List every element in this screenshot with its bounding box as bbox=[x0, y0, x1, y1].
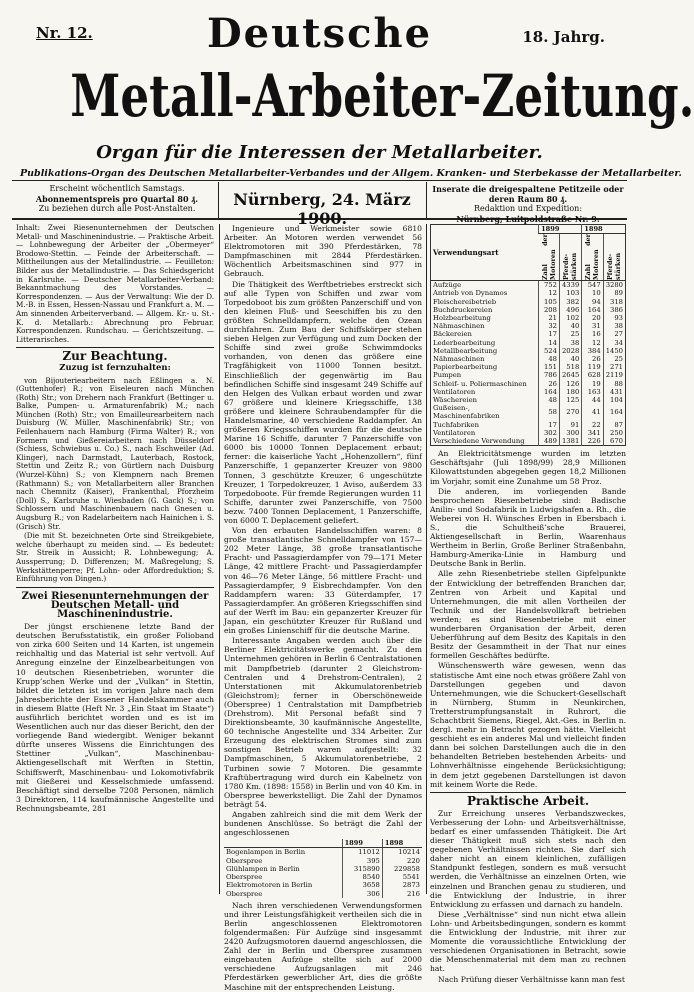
table-cell: 16 bbox=[582, 330, 603, 338]
publisher-line: Publikations-Organ des Deutschen Metallarbeiter-Verbandes und der Allgem. Kranken- und Sterbekasse der Metallarbeiter. bbox=[20, 168, 682, 179]
table-cell: 151 bbox=[539, 363, 560, 371]
table-cell: 38 bbox=[559, 339, 581, 347]
table-cell: 105 bbox=[539, 298, 560, 306]
article-paragraph: Die Thätigkeit des Werftbetriebes erstreckt sich auf alle Typen von Schiffen und zwar vom Torpedoboot bis zum größten Panzerschiff und von den kleinen Fluß- und Seeschiffen bis zu den größten Schnelldampfern, welche den Ozean durchfahren. Zum Bau der Schiffskörper stehen sieben Helgen zur Verfügung und zum Docken der Schiffe sind zwei große Schwimmdocks vorhanden, von denen das größere eine Tragfähigkeit von 11000 Tonnen besitzt. Einschließlich der gegenwärtig im Bau befindlichen Schiffe sind insgesamt 249 Schiffe auf den Helgen des Vulkan erbaut worden und zwar 67 größere und kleinere Kriegsschiffe, 138 größere und kleinere Schraubendampfer für die Handelsmarine, 40 verschiedene Raddampfer. An größeren Kriegsschiffen wurden für die deutsche Marine 16 Schiffe, darunter 7 Panzerschiffe von 6000 bis 10000 Tonnen Deplacement erbaut; ferner: die kaiserliche Yacht „Hohenzollern“, fünf Panzerschiffe, 1 gepanzerter Kreuzer von 9800 Tonnen, 3 geschützte Kreuzer, 6 ungeschützte Kreuzer, 1 Torpedokreuzer, 1 Aviso, außerdem 33 Torpedoboote. Für fremde Regierungen wurden 11 Schiffe, darunter zwei Panzerschiffe, von 7500 bezw. 7400 Tonnen Deplacement, 1 Panzerschiffe, von 6000 T. Deplacement geliefert. bbox=[224, 279, 422, 525]
table-cell: 93 bbox=[603, 314, 625, 322]
table-cell: Oberspree bbox=[226, 889, 263, 898]
article-paragraph: Nach ihren verschiedenen Verwendungsformen und ihrer Leistungsfähigkeit vertheilen sich die in Berlin angeschlossenen Elektromotoren folgendermaßen: Für Aufzüge sind insgesammt 2420 Aufzugsmotoren dauernd angeschlossen, die Zahl der in Berlin und Oberspree zusammen eingebauten Aufzüge stellte sich auf 2000 verschiedene Aufzugsanlagen mit 246 Pferdestärken gewerblicher Art, dies die größte Maschine mit der entsprechenden Leistung. bbox=[224, 900, 422, 992]
table-header: 1898 bbox=[582, 225, 626, 234]
table-cell: 38 bbox=[603, 322, 625, 330]
table-cell: 41 bbox=[582, 404, 603, 420]
motor-table-body bbox=[431, 281, 626, 446]
column-left bbox=[16, 224, 214, 894]
table-cell: 4339 bbox=[559, 281, 581, 290]
issue-date: Nürnberg, 24. März 1900. bbox=[233, 190, 411, 228]
table-cell: 103 bbox=[559, 289, 581, 297]
table-cell: 226 bbox=[582, 437, 603, 446]
table-row bbox=[431, 306, 626, 314]
table-cell: 341 bbox=[582, 429, 603, 437]
distribution-note: Zu beziehen durch alle Post-Anstalten. bbox=[38, 204, 196, 213]
table-cell: 431 bbox=[603, 388, 625, 396]
table-cell: Nähmaschinen bbox=[433, 355, 485, 364]
article-paragraph: Zur Erreichung unseres Verbandszweckes, Verbesserung der Lohn- und Arbeitsverhältnisse, bedarf es einer umfassenden Thätigkeit. Die Art dieser Thätigkeit muß sich stets nach den gegebenen Verhältnissen richten. Sie darf sich daher nicht an einem kleinlichen, zufälligen Standpunkt festlegen, sondern es muß versucht werden, die Verhältnisse an einzelnen Orten, wie einzelnen und Branchen genau zu studieren, und die Entwicklung der Industrie, in ihrer Entwicklung zu erfassen und darnach zu handeln. bbox=[430, 808, 626, 909]
column-divider-2 bbox=[426, 224, 427, 894]
table-cell: 119 bbox=[582, 363, 603, 371]
table-cell: Schleif- u. Poliermaschinen bbox=[433, 379, 527, 388]
table-cell: 88 bbox=[603, 380, 625, 388]
table-cell: 40 bbox=[559, 322, 581, 330]
subscription-price: Abonnementspreis pro Quartal 80 ₰. bbox=[35, 194, 199, 204]
table-row bbox=[431, 314, 626, 322]
table-row bbox=[431, 388, 626, 396]
info-divider-left bbox=[218, 182, 219, 218]
table-cell: Papierbearbeitung bbox=[433, 363, 498, 372]
table-cell: 25 bbox=[559, 330, 581, 338]
table-row bbox=[431, 404, 626, 420]
motor-usage-table bbox=[430, 224, 626, 446]
table-cell: 102 bbox=[559, 314, 581, 322]
table-cell: 395 bbox=[342, 857, 382, 865]
connections-table bbox=[224, 839, 422, 897]
notice-legend: (Die mit St. bezeichneten Orte sind Streikgebiete, welche überhaupt zu meiden sind. — Es bedeutet: Str. Streik in Aussicht; R. Lohnbewegung; A. Aussperrung; D. Differenzen; M. Maßregelung; S. Werkstättenperre; Pf. Lohn- oder Affordreduktion; S. Einführung von Dingen.) bbox=[16, 531, 214, 584]
table-cell: 163 bbox=[582, 388, 603, 396]
table-cell: 12 bbox=[539, 289, 560, 297]
table-cell: 2028 bbox=[559, 347, 581, 355]
table-header bbox=[539, 234, 560, 281]
article-paragraph: Interessante Angaben werden auch über die Berliner Elektricitätswerke gemacht. Zu dem Unternehmen gehören in Berlin 6 Centralstationen mit Dampfbetrieb (darunter 2 Gleichstrom-Centralen und 4 Drehstrom-Centralen), 2 Unterstationen mit Akkumulatorenbetrieb (Gleichstrom); ferner in Oberschöneweide (Oberspree) 1 Centralstation mit Dampfbetrieb (Drehstrom). Mit Personal befaßt sind 7 Direktionsbeamte, 30 kaufmännische Angestellte, 60 technische Angestellte und 334 Arbeiter. Zur Erzeugung des elektrischen Stromes sind zum sonstigen Betrieb waren aufgestellt: 32 Dampfmaschinen, 5 Akkumulatorenbetriebe, 2 Turbinen sowie 7 Motoren. Die gesammte Kraftübertragung wird durch ein Kabelnetz von 1780 Km. (1898: 1558) in Berlin und von 40 Km. in Oberspree bewerkstelligt. Die Zahl der Dynamos beträgt 54. bbox=[224, 636, 422, 809]
table-row bbox=[431, 380, 626, 388]
ad-rate: Inserate die dreigespaltene Petitzeile oder deren Raum 80 ₰. bbox=[432, 184, 624, 204]
table-row bbox=[431, 281, 626, 290]
table-cell: 17 bbox=[539, 421, 560, 429]
article-paragraph: Diese „Verhältnisse“ sind nun nicht etwa allein Lohn- und Arbeitsbedingungen, sondern es kommt die Entwicklung der Industrie, mit ihrer zur Momente die voraussichtliche Entwicklung der verschiedenen Organisationen in Betracht, sowie die Menschenmaterial mit dem man zu rechnen hat. bbox=[430, 909, 626, 974]
table-cell: 31 bbox=[582, 322, 603, 330]
table-cell: 14 bbox=[539, 339, 560, 347]
table-cell: 318 bbox=[603, 298, 625, 306]
advertising-info bbox=[432, 184, 624, 224]
newspaper-title: Metall-Arbeiter-Zeitung. bbox=[70, 62, 694, 130]
masthead-rule bbox=[12, 180, 627, 181]
table-cell: 27 bbox=[603, 330, 625, 338]
newspaper-subtitle: Organ für die Interessen der Metallarbeiter. bbox=[96, 142, 543, 163]
issue-number: Nr. 12. bbox=[36, 24, 93, 42]
table-cell: 250 bbox=[603, 429, 625, 437]
table-row bbox=[431, 371, 626, 379]
table-cell: Ventilatoren bbox=[433, 387, 476, 396]
table-cell: 11012 bbox=[342, 848, 382, 857]
table-row bbox=[431, 437, 626, 446]
table-cell: 48 bbox=[539, 396, 560, 404]
table-cell: Oberspree bbox=[226, 856, 263, 865]
table-row bbox=[224, 857, 422, 865]
table-cell: 518 bbox=[559, 363, 581, 371]
table-row bbox=[431, 322, 626, 330]
table-cell: Wäschereien bbox=[433, 396, 477, 405]
table-cell: Tuchfabriken bbox=[433, 420, 479, 429]
table-cell: 10214 bbox=[382, 848, 422, 857]
notice-heading: Zur Beachtung. bbox=[62, 349, 168, 364]
table-cell: Verschiedene Verwendung bbox=[433, 437, 525, 446]
masthead-kicker: Deutsche bbox=[206, 10, 433, 57]
table-cell: 8540 bbox=[342, 873, 382, 881]
table-cell: 22 bbox=[582, 421, 603, 429]
table-row bbox=[431, 298, 626, 306]
table-row bbox=[224, 873, 422, 881]
table-cell: 315890 bbox=[342, 865, 382, 873]
table-cell: 2645 bbox=[559, 371, 581, 379]
article-heading: Praktische Arbeit. bbox=[466, 793, 590, 808]
table-row bbox=[431, 396, 626, 404]
table-cell: Antrieb von Dynamos bbox=[433, 289, 508, 298]
table-header-label: Pferde-stärken bbox=[605, 253, 622, 281]
table-cell: Holzbearbeitung bbox=[433, 314, 491, 323]
table-header bbox=[559, 234, 581, 281]
subscription-info bbox=[18, 184, 216, 214]
table-header bbox=[582, 234, 603, 281]
table-cell: Pumpen bbox=[433, 371, 462, 380]
table-cell: 628 bbox=[582, 371, 603, 379]
table-row bbox=[224, 848, 422, 857]
table-cell: 670 bbox=[603, 437, 625, 446]
table-cell: 496 bbox=[559, 306, 581, 314]
table-cell: Metallbearbeitung bbox=[433, 346, 498, 355]
table-row bbox=[224, 890, 422, 898]
table-header: 1899 bbox=[342, 839, 382, 848]
editorial-office-label: Redaktion und Expedition: bbox=[473, 204, 583, 213]
table-cell: 752 bbox=[539, 281, 560, 290]
table-cell: 300 bbox=[559, 429, 581, 437]
table-cell: 48 bbox=[539, 355, 560, 363]
table-cell: Glühlampen in Berlin bbox=[226, 864, 300, 873]
article-body: Der jüngst erschienene letzte Band der deutschen Berufsstatistik, ein großer Folioband von zirka 600 Seiten und 14 Karten, ist ungemein reichhaltig und das Material ist sehr vertvoll. Auf Anregung einzelne der Einzelbearbeitungen von 10 deutschen Riesenbetrieben, worunter die Krupp’schen Werke und der „Vulkan“ in Stettin, bildet die letzten ist im vorigen Jahre nach dem Jahresberichte der Essener Handelskammer auch in diesem Blatte (Heft Nr. 3 „Ein Staat im Staate“) ausführlich berichtet worden und es ist im Wesentlichen auch nur das dieser Bericht, den der vorliegende Band wiedergibt. Weniger bekannt dürfte unseres Wissens die Einrichtungen des Stettiner „Vulkan“, Maschinenbau-Aktiengesellschaft mit Werften in Stettin, Schiffswerft, Maschinenbau- und Lokomotivfabrik mit Gießerei und Kesselschmiede umfassend. Beschäftigt sind derselbe 7208 Personen, nämlich 3 Direktoren, 114 kaufmännische Angestellte und Rechnungsbeamte, 281 bbox=[16, 622, 214, 813]
table-cell: 19 bbox=[582, 380, 603, 388]
table-row bbox=[431, 339, 626, 347]
table-cell: 302 bbox=[539, 429, 560, 437]
table-cell: 306 bbox=[342, 890, 382, 898]
publication-frequency: Erscheint wöchentlich Samstags. bbox=[49, 184, 185, 193]
table-cell: Buchdruckereien bbox=[433, 305, 493, 314]
table-cell: 2873 bbox=[382, 881, 422, 889]
table-cell: 164 bbox=[582, 306, 603, 314]
article-paragraph: Von den erbauten Handelsschiffen waren: 8 große transatlantische Schnelldampfer von 157—202 Meter Länge, 38 große transatlantische Fracht- und Passagierdampfer von 79—171 Meter Länge, 42 mittlere Fracht- und Passagierdampfer von 46—76 Meter Länge, 56 mittlere Fracht- und Passagierdampfer, 9 Eisbrechdampfer. Von den Raddampfern waren: 33 Güterdampfer, 17 Passagierdampfer. An größeren Kriegsschiffen sind auf der Werft im Bau: ein gepanzerter Kreuzer für Japan, ein geschützter Kreuzer für Rußland und ein großes Linienschiff für die deutsche Marine. bbox=[224, 526, 422, 636]
table-header: 1898 bbox=[382, 839, 422, 848]
table-cell: Nähmaschinen bbox=[433, 322, 485, 331]
table-cell: 524 bbox=[539, 347, 560, 355]
table-cell: 125 bbox=[559, 396, 581, 404]
table-header-label: Zahl der Motoren bbox=[540, 234, 557, 281]
table-cell: 489 bbox=[539, 437, 560, 446]
table-cell: 164 bbox=[539, 388, 560, 396]
table-cell: 1381 bbox=[559, 437, 581, 446]
table-cell: 32 bbox=[539, 322, 560, 330]
table-row bbox=[431, 330, 626, 338]
table-cell: 40 bbox=[559, 355, 581, 363]
table-cell: Bogenlampen in Berlin bbox=[226, 848, 306, 857]
table-cell: 547 bbox=[582, 281, 603, 290]
table-cell: 164 bbox=[603, 404, 625, 420]
article-paragraph: Angaben zahlreich sind die mit dem Werk der bundenen Anschlüsse. So beträgt die Zahl der angeschlossenen bbox=[224, 810, 422, 838]
table-cell: 17 bbox=[539, 330, 560, 338]
table-cell: 220 bbox=[382, 857, 422, 865]
table-header: 1899 bbox=[539, 225, 582, 234]
table-cell: 26 bbox=[539, 380, 560, 388]
table-cell: 34 bbox=[603, 339, 625, 347]
table-cell: 270 bbox=[559, 404, 581, 420]
table-cell: 384 bbox=[582, 347, 603, 355]
article-paragraph: Die anderen, im vorliegenden Bande besprochenen Riesenbetriebe sind: Badische Anilin- und Sodafabrik in Ludwigshafen a. Rh., die Weberei von H. Wünsches Erben in Ebersbach i. S., die Schultheiß’sche Brauerei, Aktiengesellschaft in Berlin, Waarenhaus Wertheim in Berlin, Große Berliner Straßenbahn, Hamburg-Amerika-Linie in Hamburg und Deutsche Bank in Berlin. bbox=[430, 486, 626, 569]
volume-year: 18. Jahrg. bbox=[522, 28, 605, 46]
table-cell: 12 bbox=[582, 339, 603, 347]
separator bbox=[430, 792, 626, 793]
article-paragraph: Alle zehn Riesenbetriebe stellen Gipfelpunkte der Entwicklung der betreffenden Branchen dar, Zentren von Arbeit und Kapital und Unternehmungen, die mit allen Vortheilen der Technik und der Handelsvollkraft betrieben werden; es sind Riesenbetriebe mit einer wunderbaren Organisation der Arbeit, deren Ueberführung auf dem Besitz des Kapitals in den Besitz der Gesammtheit in der That nur eines formellen Geschäftes bedürfte. bbox=[430, 569, 626, 661]
table-cell: 382 bbox=[559, 298, 581, 306]
table-cell: 1450 bbox=[603, 347, 625, 355]
table-row bbox=[431, 429, 626, 437]
separator bbox=[16, 347, 214, 348]
table-header-label: Zahl der Motoren bbox=[584, 234, 601, 281]
table-cell: 89 bbox=[603, 289, 625, 297]
table-cell: 271 bbox=[603, 363, 625, 371]
separator bbox=[16, 587, 214, 588]
article-paragraph: Ingenieure und Werkmeister sowie 6810 Arbeiter. An Motoren werden verwendet 56 Elektromotoren mit 390 Pferdestärken, 78 Dampfmaschinen mit 2844 Pferdestärken. Wöchentlich Arbeitsmaschinen sind 977 in Gebrauch. bbox=[224, 224, 422, 279]
table-cell: Ventilatoren bbox=[433, 428, 476, 437]
table-cell: Lederbearbeitung bbox=[433, 338, 496, 347]
table-cell: 87 bbox=[603, 421, 625, 429]
article-paragraph: Nach Prüfung dieser Verhältnisse kann man fest bbox=[438, 974, 625, 984]
table-of-contents: Inhalt: Zwei Riesenunternehmen der Deutschen Metall- und Maschinenindustrie. — Praktische Arbeit. — Lohnbewegung der Arbeiter der „Obermeyer“ Brodowo-Stettin. — Feinde der Arbeiterschaft. — Mittheilungen aus der Metallindustrie. — Feuilleton: Bilder aus der Metallindustrie. — Das Schiedsgericht in Karlsruhe. — Deutscher Metallarbeiter-Verband: Bekanntmachung des Vorstandes. — Korrespondenzen. — Aus der Verwaltung: Wie der D. M.-B. in Essen, Hessen-Nassau und Frankfurt a. M. — Am sinnenden Arbeiterverband. — Allgem. Kr.- u. St.-K. d. Metallarb.: Abrechnung pro Februar. Korrespondenzen. Rundschau. — Gerichtszeitung. — Litterarisches. bbox=[16, 223, 214, 344]
table-cell: 26 bbox=[582, 355, 603, 363]
table-cell: Aufzüge bbox=[433, 281, 462, 290]
notice-subheading: Zuzug ist fernzuhalten: bbox=[59, 363, 171, 374]
table-header-label: Pferde-stärken bbox=[561, 253, 579, 281]
table-header bbox=[603, 234, 625, 281]
table-cell: 216 bbox=[382, 890, 422, 898]
table-cell: 2119 bbox=[603, 371, 625, 379]
info-divider-right bbox=[426, 182, 427, 218]
table-cell: 25 bbox=[603, 355, 625, 363]
article-paragraph: Wünschenswerth wäre gewesen, wenn das statistische Amt eine noch etwas größere Zahl von Darstellungen gegeben und davon Unternehmungen, wie die Schuckert-Gesellschaft in Nürnberg, Stumm in Neunkirchen, Tretterstrumpfungsanstalt in Ruhrort, die Schachtbrit Siemens, Riegel, Akt.-Ges. in Berlin n. dergl. mehr in Betracht gezogen hätte. Vielleicht geschieht es ein anderes Mal und vielleicht finden dann bei solchen Darstellungen auch die in den behandelten Betrieben bestehenden Arbeits- und Lohnverhältnisse eingehende Berücksichtigung; in dem jetzt gegebenen Darstellungen ist davon mit keinem Worte die Rede. bbox=[430, 661, 626, 789]
table-cell: 44 bbox=[582, 396, 603, 404]
article-heading: Zwei Riesenunternehmungen der Deutschen Metall- und Maschinenindustrie. bbox=[21, 590, 209, 620]
table-cell: 126 bbox=[559, 380, 581, 388]
table-cell: 104 bbox=[603, 396, 625, 404]
table-cell: 58 bbox=[539, 404, 560, 420]
article-paragraph: An Elektricitätsmenge wurden im letzten Geschäftsjahr (Juli 1898/99) 28,9 Millionen Kilowattstunden abgegeben gegen 18,2 Millionen im Vorjahr, somit eine Zunahme um 58 Proz. bbox=[430, 449, 626, 486]
table-header bbox=[224, 839, 342, 848]
table-cell: Bäckereien bbox=[433, 330, 472, 339]
table-cell: 3280 bbox=[603, 281, 625, 290]
table-cell: 180 bbox=[559, 388, 581, 396]
table-cell: Fleischereibetrieb bbox=[433, 297, 497, 306]
table-header: Verwendungsart bbox=[431, 225, 539, 281]
table-row bbox=[431, 347, 626, 355]
column-middle bbox=[224, 224, 422, 992]
column-right bbox=[430, 224, 626, 984]
table-row bbox=[431, 421, 626, 429]
table-cell: 5541 bbox=[382, 873, 422, 881]
table-row bbox=[224, 865, 422, 873]
table-row bbox=[224, 881, 422, 889]
column-divider-1 bbox=[219, 224, 220, 894]
notice-body: von Bijouteriearbeitern nach Eßlingen a. N. (Guttenhofer) R.; von Eiseleuren nach München (Roth) Str.; von Drehern nach Frankfurt (Bettinger u. Balke, Pumpen- u. Armaturenfabrik) M.; nach München (Roth) Str.; von Emailleurearbeitern nach Duisburg (W. Müller, Maschinenfabrik) Str.; von Feilenhauern nach Hamburg (Firma Walter) R.; von Formern und Gießereiarbeitern nach Düsseldorf (Schiess, Schwiebus u. Co.) S., nach Eschweiler (Ad. Klinger), nach Darmstadt, Lauterbach, Rostock, Stettin und Zeitz R.; von Gürtlern nach Duisburg (Wurzel-Kühn) S.; von Klempnern nach Bremen (Rathmann) S.; von Metallarbeitern aller Branchen nach Chemnitz (Kaiser), Frankenthal, Pforzheim (Doll) S., Karlsruhe u. Wiesbaden (G. Gack) S.; von Schlossern und Maschinenbauern nach Gnesen u. Augsburg R.; von Radelarbeitern nach Hainichen i. S. (Grisch) Str. bbox=[16, 375, 214, 531]
table-cell: Gußeisen-, Maschinenfabriken bbox=[433, 404, 500, 421]
table-cell: 20 bbox=[582, 314, 603, 322]
table-cell: 91 bbox=[559, 421, 581, 429]
table-cell: Oberspree bbox=[226, 873, 263, 882]
editorial-office-address: Nürnberg, Luitpoldstraße Nr. 9. bbox=[456, 214, 600, 224]
table-row bbox=[431, 289, 626, 297]
table-cell: 786 bbox=[539, 371, 560, 379]
table-cell: 229858 bbox=[382, 865, 422, 873]
table-cell: 386 bbox=[603, 306, 625, 314]
table-cell: 3658 bbox=[342, 881, 382, 889]
table-row bbox=[431, 355, 626, 363]
table-cell: 94 bbox=[582, 298, 603, 306]
table-cell: 21 bbox=[539, 314, 560, 322]
info-bar bbox=[12, 182, 627, 228]
table-cell: Elektromotoren in Berlin bbox=[226, 881, 313, 890]
table-cell: 208 bbox=[539, 306, 560, 314]
table-cell: 10 bbox=[582, 289, 603, 297]
table-row bbox=[431, 363, 626, 371]
